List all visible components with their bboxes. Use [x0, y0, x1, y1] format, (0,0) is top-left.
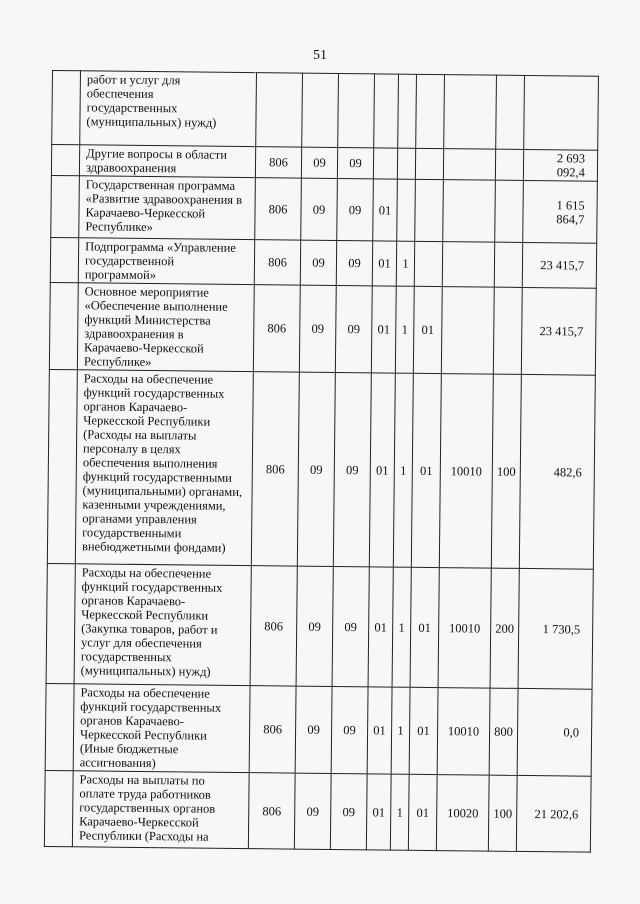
row-amount-cell: 482,6: [519, 374, 595, 569]
row-name-cell: [74, 564, 251, 686]
row-gr-cell: [256, 73, 303, 147]
row-margin-cell: [51, 145, 79, 176]
row-rz-cell: 09: [301, 178, 338, 240]
row-p2-cell: 1: [390, 774, 409, 850]
table-row: [47, 369, 595, 569]
row-p3-cell: 01: [408, 774, 437, 850]
row-name-line: здравоохранения в: [84, 326, 184, 342]
row-name-line: казенными учреждениями,: [82, 497, 226, 513]
row-pr-cell: 09: [336, 240, 372, 285]
row-name-line: функций государственных: [80, 699, 222, 715]
row-name-cell: [79, 145, 255, 178]
row-rz-cell: 09: [301, 147, 337, 178]
row-name-line: государственных органов: [79, 800, 216, 816]
row-name-line: «Развитие здравоохранения в: [85, 191, 243, 207]
row-name-line: Основное мероприятие: [84, 284, 209, 300]
row-csr-cell: [442, 242, 494, 288]
row-name-cell: [79, 176, 256, 240]
row-p2-cell: [398, 74, 417, 148]
row-p2-cell: 1: [391, 687, 410, 774]
row-name-line: внебюджетными фондами): [81, 539, 226, 555]
row-rz-cell: 09: [300, 240, 336, 285]
row-pr-cell: 09: [333, 372, 371, 566]
row-name-cell: [77, 283, 254, 372]
row-vr-cell: [495, 180, 524, 242]
row-name-line: (муниципальными) органами,: [82, 483, 243, 500]
row-name-line: органами управления: [82, 511, 197, 527]
row-amount-cell: 2 693 092,4: [523, 149, 597, 181]
row-rz-cell: 09: [297, 372, 335, 566]
row-name-line: (Расходы на выплаты: [83, 427, 197, 443]
row-p3-cell: [414, 241, 442, 286]
row-name-line: Государственная программа: [85, 177, 236, 193]
row-name-line: государственной: [84, 253, 175, 269]
row-name-line: государственными: [82, 525, 182, 541]
row-name-line: Республике»: [83, 354, 152, 370]
row-name-line: Республики (Расходы на: [78, 828, 209, 844]
row-margin-cell: [50, 237, 78, 282]
row-name-line: здравоохранения: [85, 160, 177, 176]
row-name-cell: [80, 71, 257, 147]
row-vr-cell: [494, 242, 522, 287]
row-name-line: Карачаево-Черкесской: [84, 340, 204, 356]
row-vr-cell: 100: [488, 775, 517, 851]
row-name-line: (Закупка товаров, работ и: [81, 621, 218, 637]
row-margin-cell: [46, 563, 75, 683]
row-p3-cell: 01: [411, 373, 441, 567]
row-csr-cell: 10010: [438, 568, 491, 689]
row-name-cell: [75, 370, 253, 566]
row-name-line: Расходы на обеспечение: [81, 565, 212, 581]
row-pr-cell: 09: [337, 178, 374, 240]
row-p1-cell: 01: [372, 241, 396, 286]
table-row: [52, 71, 599, 151]
row-name-line: органов Карачаево-: [80, 713, 185, 729]
table-row: [49, 282, 596, 375]
row-p1-cell: [373, 148, 397, 179]
row-p1-cell: 01: [367, 687, 392, 774]
row-p2-cell: 1: [393, 373, 413, 567]
row-name-line: ассигнования): [79, 755, 156, 771]
row-p3-cell: [415, 148, 443, 179]
row-margin-cell: [49, 282, 78, 369]
row-name-line: (Иные бюджетные: [79, 741, 179, 757]
row-p1-cell: 01: [369, 373, 395, 567]
row-gr-cell: 806: [249, 686, 296, 773]
row-name-line: работ и услуг для: [86, 72, 181, 88]
row-amount-cell: 1 730,5: [518, 568, 593, 689]
table-row: [44, 770, 591, 852]
row-csr-cell: [443, 180, 496, 243]
row-name-line: функций государственных: [81, 579, 223, 595]
row-csr-cell: [444, 75, 497, 150]
row-amount-cell: 21 202,6: [516, 775, 591, 852]
row-p3-cell: 01: [413, 286, 442, 373]
row-gr-cell: 806: [254, 240, 300, 285]
row-name-line: государственных: [80, 649, 172, 665]
row-name-line: (муниципальных) нужд): [86, 114, 217, 130]
row-p1-cell: 01: [366, 774, 391, 850]
row-csr-cell: [443, 149, 495, 181]
row-name-line: функций Министерства: [84, 312, 211, 328]
row-name-line: Карачаево-Черкесской: [85, 205, 206, 221]
row-name-line: государственных: [86, 100, 178, 116]
row-p3-cell: 01: [409, 687, 438, 774]
row-p3-cell: 01: [410, 567, 439, 687]
row-vr-cell: [496, 75, 525, 149]
row-rz-cell: 09: [296, 566, 333, 686]
row-rz-cell: 09: [299, 285, 336, 372]
row-gr-cell: 806: [253, 285, 300, 372]
row-gr-cell: 806: [250, 566, 297, 686]
row-name-line: «Обеспечение выполнение: [84, 298, 228, 314]
row-margin-cell: [45, 683, 74, 770]
row-name-line: Другие вопросы в области: [86, 146, 228, 162]
row-p3-cell: [415, 179, 444, 241]
row-vr-cell: [495, 149, 523, 180]
row-name-line: Расходы на выплаты по: [79, 772, 205, 788]
budget-table-sheet: [44, 70, 600, 856]
row-pr-cell: 09: [335, 285, 372, 372]
row-p3-cell: [416, 74, 445, 148]
row-csr-cell: 10010: [439, 374, 493, 569]
row-name-line: обеспечения выполнения: [82, 455, 218, 471]
row-p2-cell: [397, 179, 416, 241]
table-row: [45, 683, 592, 776]
budget-table: [44, 70, 599, 853]
row-rz-cell: [302, 73, 339, 147]
table-row: [50, 237, 596, 288]
row-rz-cell: 09: [294, 773, 331, 849]
row-name-cell: [72, 771, 249, 849]
row-pr-cell: 09: [332, 566, 369, 686]
row-pr-cell: 09: [337, 147, 373, 178]
row-name-line: (муниципальных) нужд): [80, 663, 211, 679]
row-name-line: программой»: [84, 267, 157, 283]
row-name-line: Черкесской Республики: [81, 607, 209, 623]
row-name-line: Расходы на обеспечение: [83, 371, 214, 387]
row-amount-cell: 0,0: [517, 688, 592, 776]
row-amount-cell: [524, 75, 599, 150]
row-name-line: персоналу в целях: [82, 441, 181, 457]
row-vr-cell: 100: [491, 374, 521, 568]
row-name-line: Черкесской Республики: [79, 727, 207, 743]
row-csr-cell: 10020: [436, 775, 489, 852]
row-vr-cell: 200: [490, 568, 519, 688]
row-name-cell: [78, 238, 254, 285]
row-name-line: функций государственных: [83, 385, 225, 401]
row-name-line: Расходы на обеспечение: [80, 685, 210, 701]
row-p2-cell: [397, 148, 415, 179]
row-pr-cell: 09: [330, 773, 367, 849]
row-name-cell: [73, 684, 250, 773]
row-csr-cell: [441, 287, 494, 375]
row-p1-cell: 01: [371, 286, 396, 373]
row-pr-cell: [338, 74, 375, 148]
row-name-line: Республике»: [85, 219, 153, 235]
row-gr-cell: 806: [248, 773, 295, 849]
row-name-line: функций государственными: [82, 469, 232, 485]
row-p1-cell: 01: [368, 567, 393, 687]
row-vr-cell: [493, 287, 522, 374]
row-rz-cell: 09: [295, 686, 332, 773]
table-row: [51, 175, 598, 243]
row-p2-cell: 1: [395, 286, 414, 373]
row-pr-cell: 09: [331, 686, 368, 773]
row-p2-cell: 1: [396, 241, 414, 286]
row-margin-cell: [52, 71, 81, 145]
row-gr-cell: 806: [251, 372, 299, 566]
row-name-line: оплате труда работников: [79, 786, 211, 802]
row-vr-cell: 800: [489, 688, 518, 775]
row-name-line: услуг для обеспечения: [80, 635, 202, 651]
row-p1-cell: 01: [373, 179, 398, 241]
row-name-line: органов Карачаево-: [83, 399, 188, 415]
row-name-line: Карачаево-Черкесской: [79, 814, 199, 830]
row-amount-cell: 23 415,7: [522, 242, 596, 288]
page-number: 51: [313, 48, 327, 63]
row-amount-cell: 1 615 864,7: [523, 180, 598, 243]
row-name-line: обеспечения: [86, 86, 154, 102]
row-margin-cell: [47, 369, 77, 563]
row-csr-cell: 10010: [437, 688, 490, 776]
row-gr-cell: 806: [255, 178, 302, 240]
row-margin-cell: [51, 175, 80, 237]
row-amount-cell: 23 415,7: [521, 287, 596, 375]
table-row: [46, 563, 593, 689]
row-name-line: Подпрограмма «Управление: [85, 239, 236, 255]
row-p1-cell: [374, 74, 399, 148]
row-gr-cell: 806: [255, 147, 301, 178]
row-margin-cell: [44, 770, 73, 846]
row-name-line: Черкесской Республики: [83, 413, 211, 429]
row-name-line: органов Карачаево-: [81, 593, 186, 609]
row-p2-cell: 1: [392, 567, 411, 687]
